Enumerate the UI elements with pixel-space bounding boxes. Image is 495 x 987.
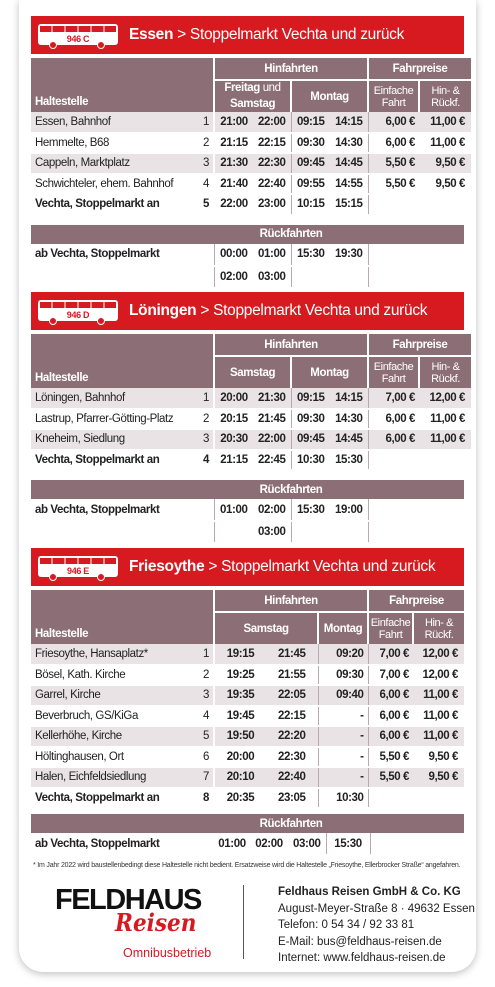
price-single: 5,50 € [368,747,413,768]
price-return [419,450,471,471]
bus-label: 946 D [66,310,90,320]
einfache-header: Einfache Fahrt [368,80,419,112]
route-text: > Stoppelmarkt Vechta und zurück [208,558,436,575]
stop-number: 6 [193,747,214,768]
departure-time: 22:00 [214,194,253,215]
origin-city: Löningen [129,302,197,319]
stop-row [31,685,464,706]
stop-row [31,747,464,768]
price-single: 6,00 € [368,706,413,727]
departure-time: 22:45 [253,450,291,471]
origin-city: Friesoythe [129,558,205,575]
departure-time: 22:00 [253,112,291,133]
departure-time: - [318,767,368,788]
price-return: 11,00 € [413,726,464,747]
price-single [368,788,413,809]
departure-time: 22:15 [266,706,318,727]
departure-time: 20:30 [214,429,253,450]
departure-time: - [318,747,368,768]
departure-time: 09:30 [318,665,368,686]
stop-name: Vechta, Stoppelmarkt an [31,450,193,471]
bus-label: 946 E [66,566,90,576]
price-return: 9,50 € [419,174,471,195]
return-time: 15:30 [291,244,330,266]
departure-time: 09:45 [291,429,330,450]
stop-number: 4 [193,174,214,195]
stop-number: 1 [193,388,214,409]
departure-time: 22:00 [253,429,291,450]
price-return: 11,00 € [419,429,471,450]
departure-time: 09:20 [318,644,368,665]
stop-number: 3 [193,153,214,174]
outbound-table [31,334,471,471]
stop-column-header: Haltestelle [31,334,214,388]
price-return: 11,00 € [419,112,471,133]
price-return: 11,00 € [413,685,464,706]
fahrpreise-header: Fahrpreise [368,590,464,612]
departure-time: 21:15 [214,450,253,471]
price-single: 6,00 € [368,685,413,706]
day2-header: Montag [291,80,368,112]
departure-time: 15:30 [330,450,368,471]
price-single: 5,50 € [368,153,419,174]
bus-icon [37,21,119,49]
stop-row [31,194,471,215]
stop-name: Beverbruch, GS/KiGa [31,706,193,727]
section-friesoythe [31,548,464,856]
stop-number: 5 [193,194,214,215]
return-origin: ab Vechta, Stoppelmarkt [31,499,214,521]
stop-name: Kneheim, Siedlung [31,429,193,450]
price-return: 11,00 € [419,409,471,430]
departure-time: 09:55 [291,174,330,195]
stop-name: Höltinghausen, Ort [31,747,193,768]
einfache-header: Einfache Fahrt [368,356,419,388]
stop-row [31,174,471,195]
price-return: 12,00 € [413,644,464,665]
departure-time: 09:15 [291,112,330,133]
return-time: 19:00 [330,499,368,521]
route-header [31,292,464,330]
fahrpreise-header: Fahrpreise [368,334,471,356]
departure-time: 20:10 [214,767,266,788]
departure-time: 10:30 [291,450,330,471]
departure-time: 23:00 [253,194,291,215]
stop-number: 4 [193,706,214,727]
stop-column-header: Haltestelle [31,590,214,644]
price-single: 6,00 € [368,133,419,154]
logo-tagline: Omnibusbetrieb [123,946,212,960]
day1-header: Samstag [214,612,318,644]
departure-time: 21:30 [214,153,253,174]
stop-row [31,112,471,133]
departure-time: 20:35 [214,788,266,809]
departure-time: 09:40 [318,685,368,706]
return-time: 01:00 [253,244,291,266]
departure-time: 10:15 [291,194,330,215]
departure-time: 19:25 [214,665,266,686]
departure-time: 20:15 [214,409,253,430]
price-single: 6,00 € [368,429,419,450]
departure-time: 22:20 [266,726,318,747]
departure-time: 19:35 [214,685,266,706]
price-single: 6,00 € [368,726,413,747]
return-origin: ab Vechta, Stoppelmarkt [31,833,214,855]
return-time: 03:00 [253,266,291,288]
price-return [419,194,471,215]
stop-name: Friesoythe, Hansaplatz* [31,644,193,665]
return-time: 00:00 [214,244,253,266]
stop-name: Cappeln, Marktplatz [31,153,193,174]
departure-time: 10:30 [318,788,368,809]
stop-row [31,153,471,174]
departure-time: 14:55 [330,174,368,195]
route-text: > Stoppelmarkt Vechta und zurück [200,302,428,319]
departure-time: 20:00 [214,388,253,409]
stop-row [31,665,464,686]
departure-time: 22:40 [266,767,318,788]
departure-time: 21:45 [253,409,291,430]
departure-time: 19:50 [214,726,266,747]
price-return: 11,00 € [419,133,471,154]
stop-number: 8 [193,788,214,809]
hinfahrten-header: Hinfahrten [214,58,368,80]
return-time [214,521,253,543]
departure-time: 22:15 [253,133,291,154]
outbound-table [31,590,464,809]
stop-name: Kellerhöhe, Kirche [31,726,193,747]
stop-number: 7 [193,767,214,788]
stop-number: 3 [193,685,214,706]
stop-number: 2 [193,133,214,154]
stop-number: 1 [193,112,214,133]
bus-icon [37,553,119,581]
departure-time: - [318,726,368,747]
return-table [31,814,464,856]
departure-time: 20:00 [214,747,266,768]
stop-name: Vechta, Stoppelmarkt an [31,194,193,215]
stop-name: Garrel, Kirche [31,685,193,706]
stop-name: Hemmelte, B68 [31,133,193,154]
price-single [368,450,419,471]
departure-time: 14:30 [330,133,368,154]
departure-time: 14:30 [330,409,368,430]
stop-row [31,388,471,409]
section-loeningen [31,292,464,544]
stop-name: Lastrup, Pfarrer-Götting-Platz [31,409,193,430]
departure-time: 09:15 [291,388,330,409]
stop-number: 2 [193,665,214,686]
day2-header: Montag [318,612,368,644]
stop-row [31,429,471,450]
stop-number: 4 [193,450,214,471]
return-time: 02:00 [250,833,288,855]
company-logo [55,884,215,964]
stop-name: Halen, Eichfeldsiedlung [31,767,193,788]
hin-rueck-header: Hin- & Rückf. [419,356,471,388]
stop-number: 1 [193,644,214,665]
departure-time: 14:15 [330,388,368,409]
logo-script: Reisen [115,908,197,937]
departure-time: 22:40 [253,174,291,195]
departure-time: 15:15 [330,194,368,215]
departure-time: 14:45 [330,153,368,174]
price-return: 9,50 € [413,767,464,788]
departure-time: 09:30 [291,133,330,154]
return-time: 02:00 [214,266,253,288]
bus-icon [37,297,119,325]
return-table [31,225,464,289]
outbound-table [31,58,471,216]
stop-number: 3 [193,429,214,450]
hinfahrten-header: Hinfahrten [214,334,368,356]
day1-header: Freitag und [214,80,291,95]
stop-row [31,409,471,430]
price-single: 7,00 € [368,388,419,409]
return-time: 01:00 [214,499,253,521]
return-time: 03:00 [288,833,326,855]
stop-row [31,644,464,665]
company-phone: Telefon: 0 54 34 / 92 33 81 [278,919,415,931]
stop-name: Essen, Bahnhof [31,112,193,133]
price-single: 6,00 € [368,112,419,133]
price-single: 6,00 € [368,409,419,430]
stop-name: Löningen, Bahnhof [31,388,193,409]
price-return [413,788,464,809]
hinfahrten-header: Hinfahrten [214,590,368,612]
rueckfahrten-header: Rückfahrten [259,817,323,830]
departure-time: 19:45 [214,706,266,727]
price-return: 12,00 € [413,665,464,686]
hin-rueck-header: Hin- & Rückf. [419,80,471,112]
rueckfahrten-header: Rückfahrten [259,483,323,496]
stop-name: Schwichteler, ehem. Bahnhof [31,174,193,195]
section-essen [31,16,464,289]
day1-header: Samstag [214,356,291,388]
company-name: Feldhaus Reisen GmbH & Co. KG [278,886,461,898]
departure-time: 21:15 [214,133,253,154]
return-time: 15:30 [291,499,330,521]
return-time: 19:30 [330,244,368,266]
price-return: 9,50 € [413,747,464,768]
departure-time: 21:40 [214,174,253,195]
price-single: 7,00 € [368,644,413,665]
price-single: 5,50 € [368,174,419,195]
stop-row [31,706,464,727]
stop-row [31,788,464,809]
departure-time: 21:00 [214,112,253,133]
origin-city: Essen [129,26,174,43]
company-address [278,884,475,967]
departure-time: 22:30 [253,153,291,174]
stop-name: Vechta, Stoppelmarkt an [31,788,193,809]
departure-time: 21:30 [253,388,291,409]
route-text: > Stoppelmarkt Vechta und zurück [177,26,405,43]
stop-column-header: Haltestelle [31,58,214,112]
departure-time: 14:15 [330,112,368,133]
rueckfahrten-header: Rückfahrten [259,228,323,240]
price-single: 5,50 € [368,767,413,788]
price-single [368,194,419,215]
fahrpreise-header: Fahrpreise [368,58,471,80]
departure-time: 09:45 [291,153,330,174]
price-single: 7,00 € [368,665,413,686]
departure-time: 22:30 [266,747,318,768]
route-header [31,548,464,586]
price-return: 9,50 € [419,153,471,174]
departure-time: 14:45 [330,429,368,450]
stop-name: Bösel, Kath. Kirche [31,665,193,686]
stop-number: 2 [193,409,214,430]
day1-header-line2: Samstag [214,95,291,112]
day2-header: Montag [291,356,368,388]
company-street: August-Meyer-Straße 8 · 49632 Essen [278,902,475,915]
footnote: * Im Jahr 2022 wird baustellenbedingt diese Haltestelle nicht bedient. Ersatzweise wird die Haltestelle „Friesoythe, Ellerbrocker Straße“ angefahren. [33,862,461,869]
return-time: 02:00 [253,499,291,521]
stop-row [31,726,464,747]
departure-time: 22:05 [266,685,318,706]
bus-label: 946 C [66,34,90,44]
price-return: 11,00 € [413,706,464,727]
departure-time: - [318,706,368,727]
stop-row [31,133,471,154]
route-header [31,16,464,54]
einfache-header: Einfache Fahrt [368,612,413,644]
return-time: 01:00 [214,833,250,855]
return-origin: ab Vechta, Stoppelmarkt [31,244,214,266]
stop-row [31,450,471,471]
company-website[interactable]: Internet: www.feldhaus-reisen.de [278,952,446,964]
return-time: 15:30 [326,833,370,855]
departure-time: 21:55 [266,665,318,686]
logo-wordmark: FELDHAUS [55,884,201,916]
departure-time: 23:05 [266,788,318,809]
stop-row [31,767,464,788]
departure-time: 09:30 [291,409,330,430]
company-email[interactable]: E-Mail: bus@feldhaus-reisen.de [278,935,442,948]
return-time: 03:00 [253,521,291,543]
divider [243,885,244,959]
price-return: 12,00 € [419,388,471,409]
hin-rueck-header: Hin- & Rückf. [413,612,464,644]
return-table [31,480,464,544]
departure-time: 19:15 [214,644,266,665]
departure-time: 21:45 [266,644,318,665]
stop-number: 5 [193,726,214,747]
